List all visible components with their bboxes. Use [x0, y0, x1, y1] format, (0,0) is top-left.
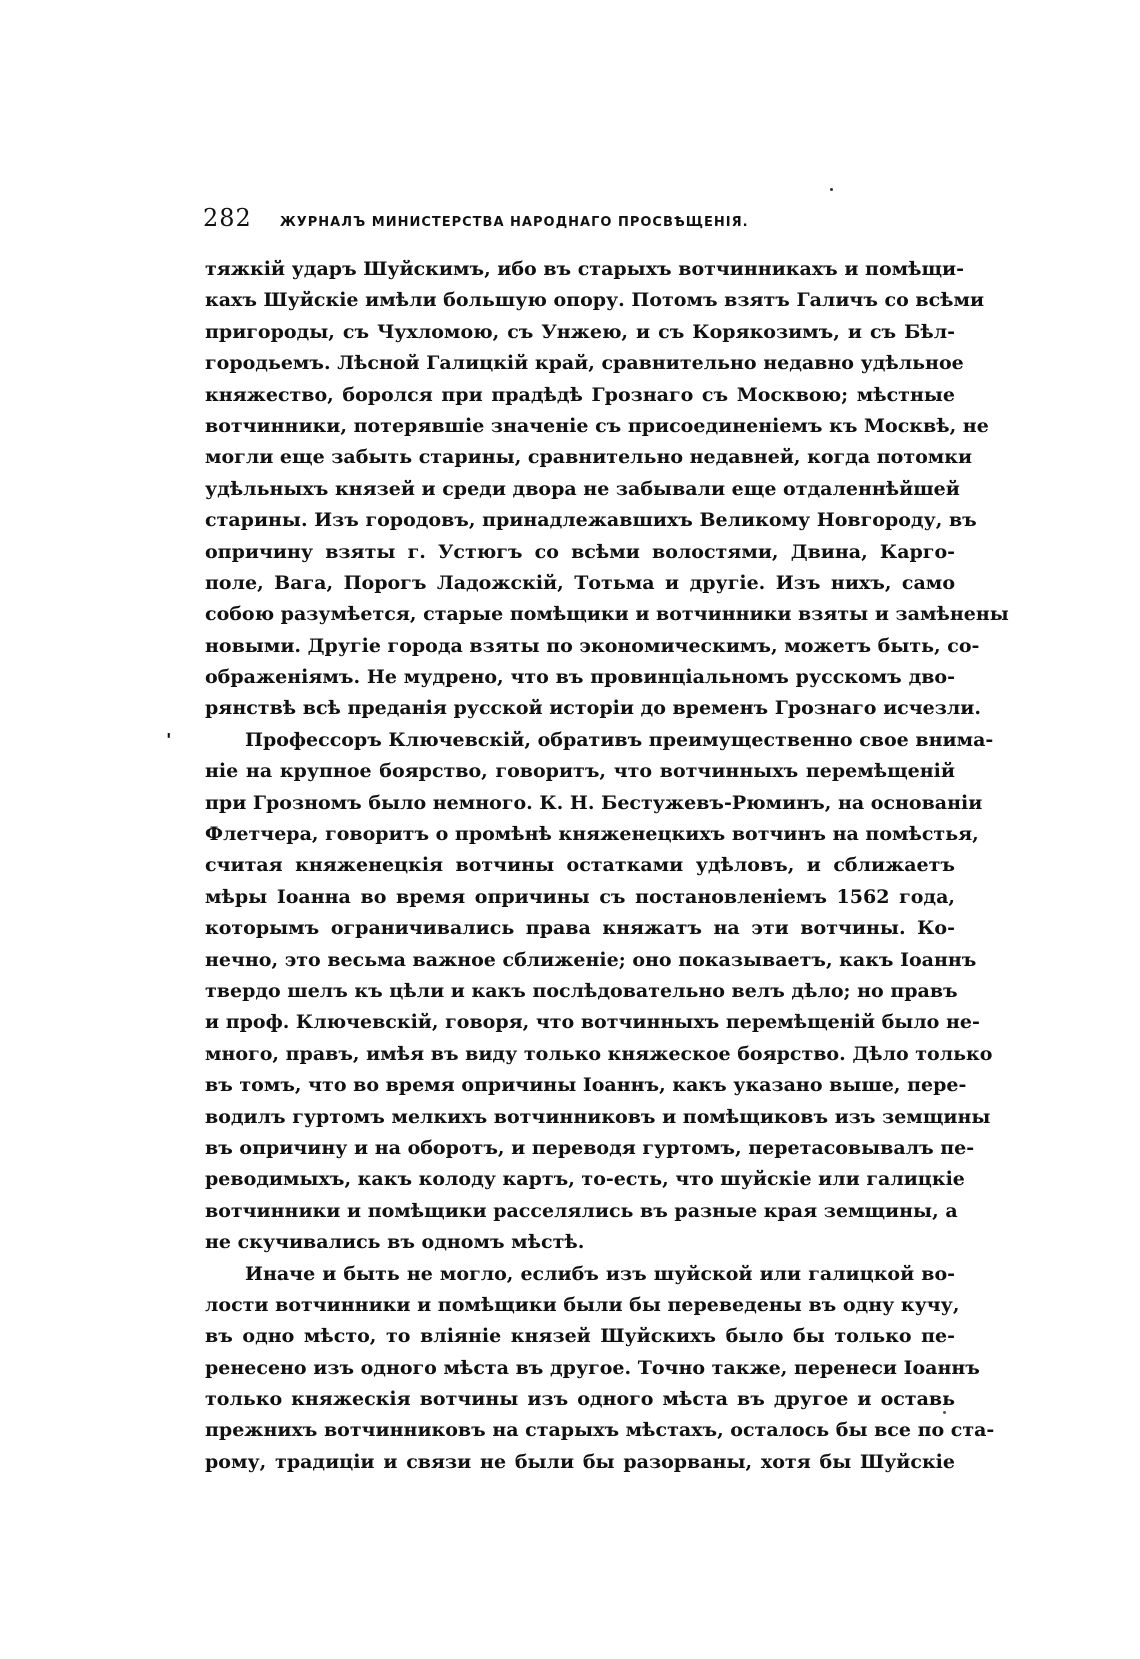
text-line: много, правъ, имѣя въ виду только княжеское боярство. Дѣло только: [205, 1042, 993, 1065]
text-line: старины. Изъ городовъ, принадлежавшихъ Великому Новгороду, въ: [205, 509, 977, 532]
text-line: тяжкій ударъ Шуйскимъ, ибо въ старыхъ вотчинникахъ и помѣщи-: [205, 258, 965, 280]
text-line: ренесено изъ одного мѣста въ другое. Точно также, перенеси Іоаннъ: [205, 1356, 980, 1379]
running-title: ЖУРНАЛЪ МИНИСТЕРСТВА НАРОДНАГО ПРОСВѢЩЕНІЯ.: [279, 215, 749, 230]
text-line: въ одно мѣсто, то вліяніе князей Шуйскихъ было бы только пе-: [205, 1325, 955, 1348]
text-line: въ опричину и на оборотъ, и переводя гуртомъ, перетасовывалъ пе-: [205, 1136, 975, 1159]
text-line: рянствѣ всѣ преданія русской исторіи до временъ Грознаго исчезли.: [205, 697, 981, 720]
text-line: водилъ гуртомъ мелкихъ вотчинниковъ и помѣщиковъ изъ земщины: [205, 1105, 991, 1128]
text-line: княжество, боролся при прадѣдѣ Грознаго съ Москвою; мѣстные: [205, 383, 955, 406]
text-line: новыми. Другіе города взяты по экономическимъ, можетъ быть, со-: [205, 634, 980, 657]
margin-mark: ': [166, 730, 172, 751]
text-line: вотчинники, потерявшіе значеніе съ присоединеніемъ къ Москвѣ, не: [205, 414, 989, 437]
text-line: Флетчера, говоритъ о промѣнѣ княженецкихъ вотчинъ на помѣстья,: [205, 823, 979, 846]
print-speck: [943, 1411, 946, 1414]
text-line: считая княженецкія вотчины остатками удѣловъ, и сближаетъ: [205, 854, 955, 877]
text-line: и проф. Ключевскій, говоря, что вотчинныхъ перемѣщеній было не-: [205, 1011, 980, 1034]
text-line: могли еще забыть старины, сравнительно недавней, когда потомки: [205, 446, 973, 469]
text-line: Иначе и быть не могло, еслибъ изъ шуйской или галицкой во-: [245, 1262, 955, 1285]
page-number: 282: [203, 204, 252, 232]
text-line: опричину взяты г. Устюгъ со всѣми волостями, Двина, Карго-: [205, 540, 955, 563]
text-line: пригороды, съ Чухломою, съ Унжею, и съ Корякозимъ, и съ Бѣл-: [205, 320, 955, 343]
text-line: только княжескія вотчины изъ одного мѣста въ другое и оставь: [205, 1388, 955, 1411]
text-line: при Грозномъ было немного. К. Н. Бестужевъ-Рюминъ, на основаніи: [205, 791, 983, 814]
page-header: [203, 204, 843, 232]
text-line: не скучивались въ одномъ мѣстѣ.: [205, 1231, 585, 1254]
text-line: реводимыхъ, какъ колоду картъ, то-есть, что шуйскіе или галицкіе: [205, 1168, 965, 1191]
text-line: прежнихъ вотчинниковъ на старыхъ мѣстахъ, осталось бы все по ста-: [205, 1419, 995, 1442]
text-line: собою разумѣется, старые помѣщики и вотчинники взяты и замѣнены: [205, 603, 1009, 626]
text-line: мѣры Іоанна во время опричины съ постановленіемъ 1562 года,: [205, 885, 955, 908]
text-line: рому, традиціи и связи не были бы разорваны, хотя бы Шуйскіе: [205, 1450, 955, 1473]
text-line: удѣльныхъ князей и среди двора не забывали еще отдаленнѣйшей: [205, 477, 960, 500]
body-text: [205, 254, 1009, 1478]
text-line: которымъ ограничивались права княжатъ на эти вотчины. Ко-: [205, 917, 955, 940]
text-line: ображеніямъ. Не мудрено, что въ провинціальномъ русскомъ дво-: [205, 666, 955, 689]
text-line: твердо шелъ къ цѣли и какъ послѣдовательно велъ дѣло; но правъ: [205, 979, 958, 1002]
text-line: въ томъ, что во время опричины Іоаннъ, какъ указано выше, пере-: [205, 1074, 967, 1097]
print-speck: [830, 188, 833, 191]
text-line: кахъ Шуйскіе имѣли большую опору. Потомъ взятъ Галичъ со всѣми: [205, 289, 985, 312]
text-line: вотчинники и помѣщики расселялись въ разные края земщины, а: [205, 1199, 958, 1222]
text-line: нечно, это весьма важное сближеніе; оно показываетъ, какъ Іоаннъ: [205, 948, 977, 971]
text-line: городьемъ. Лѣсной Галицкій край, сравнительно недавно удѣльное: [205, 352, 964, 375]
text-line: Профессоръ Ключевскій, обративъ преимущественно свое внима-: [245, 728, 994, 751]
text-line: лости вотчинники и помѣщики были бы переведены въ одну кучу,: [205, 1293, 960, 1316]
text-line: ніе на крупное боярство, говоритъ, что вотчинныхъ перемѣщеній: [205, 760, 955, 783]
text-line: поле, Вага, Порогъ Ладожскій, Тотьма и другіе. Изъ нихъ, само: [205, 571, 955, 594]
